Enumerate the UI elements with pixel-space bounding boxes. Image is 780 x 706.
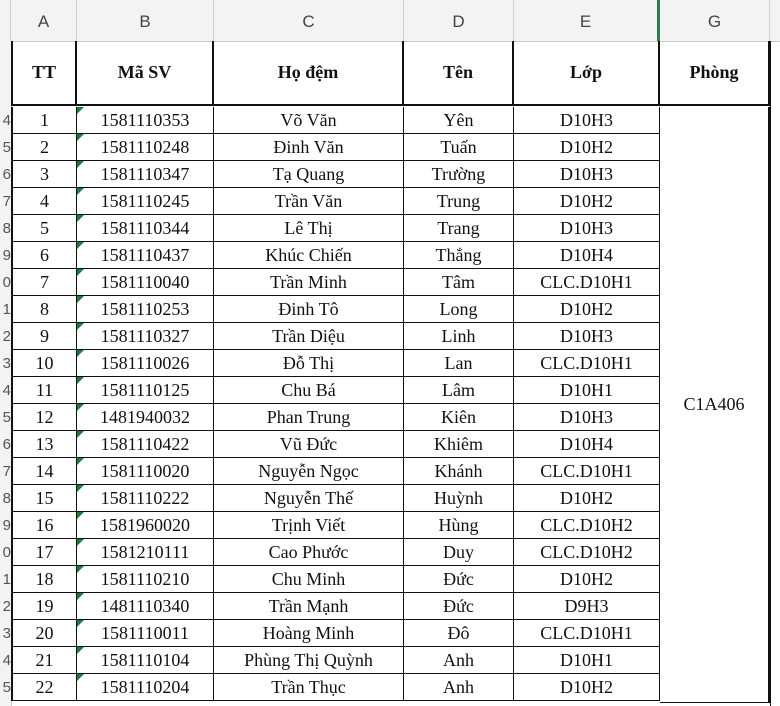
tt-cell[interactable]: 3 bbox=[11, 161, 77, 188]
ten-cell[interactable]: Thắng bbox=[404, 242, 514, 269]
row-number[interactable]: 5 bbox=[2, 679, 11, 696]
ten-cell[interactable]: Đức bbox=[404, 566, 514, 593]
lop-cell[interactable]: D10H2 bbox=[514, 566, 660, 593]
tt-cell[interactable]: 12 bbox=[11, 404, 77, 431]
column-header-next[interactable] bbox=[770, 0, 780, 41]
tt-cell[interactable]: 8 bbox=[11, 296, 77, 323]
lop-cell[interactable]: CLC.D10H1 bbox=[514, 458, 660, 485]
ma-sv-cell[interactable]: 1581110347 bbox=[77, 161, 214, 188]
tt-cell[interactable]: 11 bbox=[11, 377, 77, 404]
ma-sv-cell[interactable]: 1581110204 bbox=[77, 674, 214, 701]
ho-dem-cell[interactable]: Phan Trung bbox=[214, 404, 404, 431]
header-ho-dem[interactable]: Họ đệm bbox=[214, 41, 404, 106]
ten-cell[interactable]: Tâm bbox=[404, 269, 514, 296]
ten-cell[interactable]: Anh bbox=[404, 674, 514, 701]
row-number[interactable]: 2 bbox=[2, 328, 11, 345]
ho-dem-cell[interactable]: Vũ Đức bbox=[214, 431, 404, 458]
ten-cell[interactable]: Trang bbox=[404, 215, 514, 242]
lop-cell[interactable]: CLC.D10H1 bbox=[514, 350, 660, 377]
lop-cell[interactable]: D10H3 bbox=[514, 323, 660, 350]
column-header-g[interactable]: G bbox=[660, 0, 770, 41]
tt-cell[interactable]: 20 bbox=[11, 620, 77, 647]
lop-cell[interactable]: D10H2 bbox=[514, 188, 660, 215]
tt-cell[interactable]: 17 bbox=[11, 539, 77, 566]
ho-dem-cell[interactable]: Cao Phước bbox=[214, 539, 404, 566]
tt-cell[interactable]: 6 bbox=[11, 242, 77, 269]
row-number[interactable]: 0 bbox=[2, 274, 11, 291]
ma-sv-cell[interactable]: 1581960020 bbox=[77, 512, 214, 539]
ten-cell[interactable]: Khiêm bbox=[404, 431, 514, 458]
row-number[interactable]: 7 bbox=[2, 193, 11, 210]
ten-cell[interactable]: Hùng bbox=[404, 512, 514, 539]
row-number[interactable]: 7 bbox=[2, 463, 11, 480]
ten-cell[interactable]: Long bbox=[404, 296, 514, 323]
ten-cell[interactable]: Khánh bbox=[404, 458, 514, 485]
tt-cell[interactable]: 2 bbox=[11, 134, 77, 161]
lop-cell[interactable]: D10H3 bbox=[514, 215, 660, 242]
row-number[interactable]: 6 bbox=[2, 436, 11, 453]
lop-cell[interactable]: D10H3 bbox=[514, 161, 660, 188]
ten-cell[interactable]: Đô bbox=[404, 620, 514, 647]
ho-dem-cell[interactable]: Trần Thục bbox=[214, 674, 404, 701]
tt-cell[interactable]: 19 bbox=[11, 593, 77, 620]
tt-cell[interactable]: 21 bbox=[11, 647, 77, 674]
ten-cell[interactable]: Tuấn bbox=[404, 134, 514, 161]
ma-sv-cell[interactable]: 1581110026 bbox=[77, 350, 214, 377]
lop-cell[interactable]: D10H2 bbox=[514, 674, 660, 701]
ho-dem-cell[interactable]: Võ Văn bbox=[214, 107, 404, 134]
ten-cell[interactable]: Huỳnh bbox=[404, 485, 514, 512]
ten-cell[interactable]: Anh bbox=[404, 647, 514, 674]
ho-dem-cell[interactable]: Phùng Thị Quỳnh bbox=[214, 647, 404, 674]
room-merged-cell[interactable]: C1A406 bbox=[660, 107, 770, 703]
ma-sv-cell[interactable]: 1581110210 bbox=[77, 566, 214, 593]
lop-cell[interactable]: D10H2 bbox=[514, 485, 660, 512]
row-number[interactable]: 4 bbox=[2, 652, 11, 669]
ten-cell[interactable]: Duy bbox=[404, 539, 514, 566]
ma-sv-cell[interactable]: 1581110253 bbox=[77, 296, 214, 323]
ten-cell[interactable]: Kiên bbox=[404, 404, 514, 431]
ten-cell[interactable]: Lâm bbox=[404, 377, 514, 404]
ma-sv-cell[interactable]: 1481110340 bbox=[77, 593, 214, 620]
ma-sv-cell[interactable]: 1581110344 bbox=[77, 215, 214, 242]
ten-cell[interactable]: Lan bbox=[404, 350, 514, 377]
ho-dem-cell[interactable]: Hoàng Minh bbox=[214, 620, 404, 647]
tt-cell[interactable]: 5 bbox=[11, 215, 77, 242]
ma-sv-cell[interactable]: 1581110245 bbox=[77, 188, 214, 215]
header-phong[interactable]: Phòng bbox=[660, 41, 770, 106]
select-all-corner[interactable] bbox=[0, 0, 11, 41]
row-number[interactable]: 4 bbox=[2, 382, 11, 399]
ho-dem-cell[interactable]: Trần Mạnh bbox=[214, 593, 404, 620]
row-number[interactable]: 0 bbox=[2, 544, 11, 561]
tt-cell[interactable]: 4 bbox=[11, 188, 77, 215]
ma-sv-cell[interactable]: 1581110020 bbox=[77, 458, 214, 485]
ma-sv-cell[interactable]: 1581110040 bbox=[77, 269, 214, 296]
column-header-b[interactable]: B bbox=[77, 0, 214, 41]
lop-cell[interactable]: D10H3 bbox=[514, 404, 660, 431]
lop-cell[interactable]: CLC.D10H1 bbox=[514, 269, 660, 296]
ho-dem-cell[interactable]: Khúc Chiến bbox=[214, 242, 404, 269]
row-number[interactable]: 1 bbox=[2, 571, 11, 588]
tt-cell[interactable]: 22 bbox=[11, 674, 77, 701]
tt-cell[interactable]: 14 bbox=[11, 458, 77, 485]
header-tt[interactable]: TT bbox=[11, 41, 77, 106]
header-ma-sv[interactable]: Mã SV bbox=[77, 41, 214, 106]
ho-dem-cell[interactable]: Tạ Quang bbox=[214, 161, 404, 188]
ma-sv-cell[interactable]: 1581110353 bbox=[77, 107, 214, 134]
column-header-c[interactable]: C bbox=[214, 0, 404, 41]
row-number[interactable]: 3 bbox=[2, 625, 11, 642]
lop-cell[interactable]: D10H4 bbox=[514, 431, 660, 458]
ten-cell[interactable]: Đức bbox=[404, 593, 514, 620]
ma-sv-cell[interactable]: 1581110437 bbox=[77, 242, 214, 269]
tt-cell[interactable]: 13 bbox=[11, 431, 77, 458]
ho-dem-cell[interactable]: Nguyễn Ngọc bbox=[214, 458, 404, 485]
header-lop[interactable]: Lớp bbox=[514, 41, 660, 106]
tt-cell[interactable]: 15 bbox=[11, 485, 77, 512]
row-number[interactable]: 3 bbox=[2, 355, 11, 372]
row-number[interactable]: 6 bbox=[2, 166, 11, 183]
ho-dem-cell[interactable]: Lê Thị bbox=[214, 215, 404, 242]
row-number[interactable]: 1 bbox=[2, 301, 11, 318]
column-header-bar bbox=[0, 0, 780, 42]
ho-dem-cell[interactable]: Đỗ Thị bbox=[214, 350, 404, 377]
lop-cell[interactable]: CLC.D10H2 bbox=[514, 512, 660, 539]
column-header-d[interactable]: D bbox=[404, 0, 514, 41]
lop-cell[interactable]: D10H1 bbox=[514, 377, 660, 404]
ma-sv-cell[interactable]: 1581110222 bbox=[77, 485, 214, 512]
ho-dem-cell[interactable]: Trần Diệu bbox=[214, 323, 404, 350]
ma-sv-cell[interactable]: 1581110104 bbox=[77, 647, 214, 674]
row-number[interactable]: 5 bbox=[2, 139, 11, 156]
ten-cell[interactable]: Yên bbox=[404, 107, 514, 134]
ten-cell[interactable]: Trường bbox=[404, 161, 514, 188]
lop-cell[interactable]: D10H1 bbox=[514, 647, 660, 674]
row-number[interactable]: 9 bbox=[2, 247, 11, 264]
ma-sv-cell[interactable]: 1481940032 bbox=[77, 404, 214, 431]
ma-sv-cell[interactable]: 1581110327 bbox=[77, 323, 214, 350]
row-number[interactable]: 4 bbox=[2, 112, 11, 129]
tt-cell[interactable]: 1 bbox=[11, 107, 77, 134]
ho-dem-cell[interactable]: Trần Minh bbox=[214, 269, 404, 296]
tt-cell[interactable]: 16 bbox=[11, 512, 77, 539]
ma-sv-cell[interactable]: 1581110422 bbox=[77, 431, 214, 458]
ho-dem-cell[interactable]: Đinh Văn bbox=[214, 134, 404, 161]
column-header-a[interactable]: A bbox=[11, 0, 77, 41]
spreadsheet-grid bbox=[0, 41, 780, 706]
next-column-edge bbox=[770, 41, 780, 706]
ma-sv-cell[interactable]: 1581110248 bbox=[77, 134, 214, 161]
ho-dem-cell[interactable]: Trịnh Viết bbox=[214, 512, 404, 539]
ho-dem-cell[interactable]: Chu Bá bbox=[214, 377, 404, 404]
header-ten[interactable]: Tên bbox=[404, 41, 514, 106]
lop-cell[interactable]: D10H2 bbox=[514, 134, 660, 161]
column-header-e[interactable]: E bbox=[514, 0, 660, 41]
ho-dem-cell[interactable]: Chu Minh bbox=[214, 566, 404, 593]
lop-cell[interactable]: D10H3 bbox=[514, 107, 660, 134]
row-number[interactable]: 8 bbox=[2, 490, 11, 507]
ma-sv-cell[interactable]: 1581210111 bbox=[77, 539, 214, 566]
tt-cell[interactable]: 9 bbox=[11, 323, 77, 350]
ten-cell[interactable]: Trung bbox=[404, 188, 514, 215]
ho-dem-cell[interactable]: Trần Văn bbox=[214, 188, 404, 215]
row-number[interactable]: 2 bbox=[2, 598, 11, 615]
lop-cell[interactable]: D10H4 bbox=[514, 242, 660, 269]
ten-cell[interactable]: Linh bbox=[404, 323, 514, 350]
lop-cell[interactable]: CLC.D10H2 bbox=[514, 539, 660, 566]
lop-cell[interactable]: CLC.D10H1 bbox=[514, 620, 660, 647]
tt-cell[interactable]: 10 bbox=[11, 350, 77, 377]
row-number[interactable]: 9 bbox=[2, 517, 11, 534]
ma-sv-cell[interactable]: 1581110011 bbox=[77, 620, 214, 647]
tt-cell[interactable]: 7 bbox=[11, 269, 77, 296]
tt-cell[interactable]: 18 bbox=[11, 566, 77, 593]
ho-dem-cell[interactable]: Nguyễn Thế bbox=[214, 485, 404, 512]
ho-dem-cell[interactable]: Đinh Tô bbox=[214, 296, 404, 323]
row-number[interactable]: 8 bbox=[2, 220, 11, 237]
lop-cell[interactable]: D10H2 bbox=[514, 296, 660, 323]
lop-cell[interactable]: D9H3 bbox=[514, 593, 660, 620]
row-number[interactable]: 5 bbox=[2, 409, 11, 426]
ma-sv-cell[interactable]: 1581110125 bbox=[77, 377, 214, 404]
